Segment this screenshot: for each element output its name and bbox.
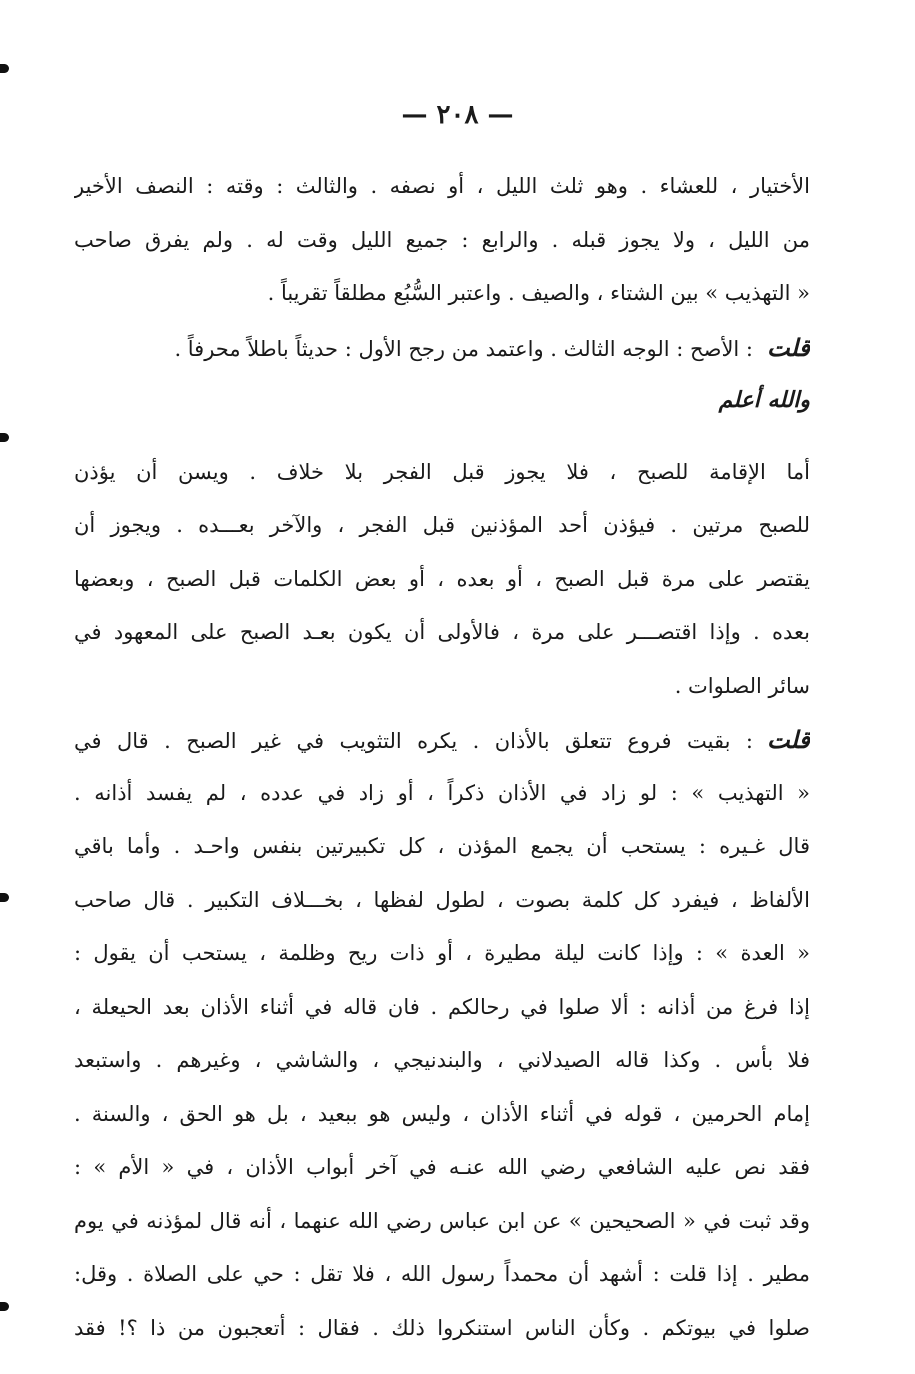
text-line: إمام الحرمين ، قوله في أثناء الأذان ، وليس هو ببعيد ، بل هو الحق ، والسنة . (74, 1101, 810, 1126)
qult-marker: قلت (767, 332, 810, 362)
text-line: يقتصر على مرة قبل الصبح ، أو بعده ، أو بعض الكلمات قبل الصبح ، وبعضها (74, 566, 810, 591)
text-line: فلا بأس . وكذا قاله الصيدلاني ، والبندنيجي ، والشاشي ، وغيرهم . واستبعد (74, 1048, 810, 1072)
text-line: الألفاظ ، فيفرد كل كلمة بصوت ، لطول لفظها ، بخـــلاف التكبير . قال صاحب (74, 887, 810, 912)
text-run: : الأصح : الوجه الثالث . واعتمد من رجح الأول : حديثاً باطلاً محرفاً . (174, 336, 754, 361)
page-body (74, 160, 810, 1355)
paragraph-gap (74, 428, 810, 446)
text-line: سائر الصلوات . (674, 673, 810, 698)
text-line: فقد نص عليه الشافعي رضي الله عنـه في آخر أبواب الأذان ، في « الأم » : (74, 1155, 810, 1179)
text-line: « العدة » : وإذا كانت ليلة مطيرة ، أو ذات ريح وظلمة ، يستحب أن يقول : (74, 941, 810, 965)
page-number: — ٢٠٨ — (401, 100, 514, 130)
scan-edge-mark (0, 64, 9, 73)
text-line: أما الإقامة للصبح ، فلا يجوز قبل الفجر بلا خلاف . ويسن أن يؤذن (74, 459, 810, 484)
text-line (74, 321, 810, 375)
closing-phrase: والله أعلم (718, 387, 810, 413)
text-line: الأختيار ، للعشاء . وهو ثلث الليل ، أو نصفه . والثالث : وقته : النصف الأخير (74, 174, 810, 198)
text-line: من الليل ، ولا يجوز قبله . والرابع : جميع الليل وقت له . ولم يفرق صاحب (74, 227, 810, 252)
paragraph (74, 446, 810, 714)
text-run: : بقيت فروع تتعلق بالأذان . يكره التثويب في غير الصبح . قال في (74, 729, 754, 753)
text-line: بعده . وإذا اقتصـــر على مرة ، فالأولى أن يكون بعـد الصبح على المعهود في (74, 620, 810, 644)
scan-edge-mark (0, 1302, 9, 1311)
text-line (74, 374, 810, 428)
text-line: وقد ثبت في « الصحيحين » عن ابن عباس رضي الله عنهما ، أنه قال لمؤذنه في يوم (74, 1208, 810, 1233)
paragraph (74, 321, 810, 428)
scan-edge-mark (0, 433, 9, 442)
text-line: صلوا في بيوتكم . وكأن الناس استنكروا ذلك . فقال : أتعجبون من ذا ؟! فقد (74, 1315, 810, 1340)
text-line: « التهذيب » : لو زاد في الأذان ذكراً ، أو زاد في عدده ، لم يفسد أذانه . (74, 780, 810, 805)
text-line: إذا فرغ من أذانه : ألا صلوا في رحالكم . فان قاله في أثناء الأذان بعد الحيعلة ، (74, 994, 810, 1019)
paragraph (74, 713, 810, 1355)
text-line: « التهذيب » بين الشتاء ، والصيف . واعتبر السُّبُع مطلقاً تقريباً . (267, 281, 810, 305)
text-line: مطير . إذا قلت : أشهد أن محمداً رسول الله ، فلا تقل : حي على الصلاة . وقل: (74, 1262, 810, 1286)
text-line: قال غـيره : يستحب أن يجمع المؤذن ، كل تكبيرتين بنفس واحـد . وأما باقي (74, 834, 810, 858)
text-line: للصبح مرتين . فيؤذن أحد المؤذنين قبل الفجر ، والآخر بعـــده . ويجوز أن (74, 513, 810, 537)
paragraph (74, 160, 810, 321)
qult-marker: قلت (767, 725, 810, 754)
scan-edge-mark (0, 893, 9, 902)
text-line (74, 713, 810, 767)
